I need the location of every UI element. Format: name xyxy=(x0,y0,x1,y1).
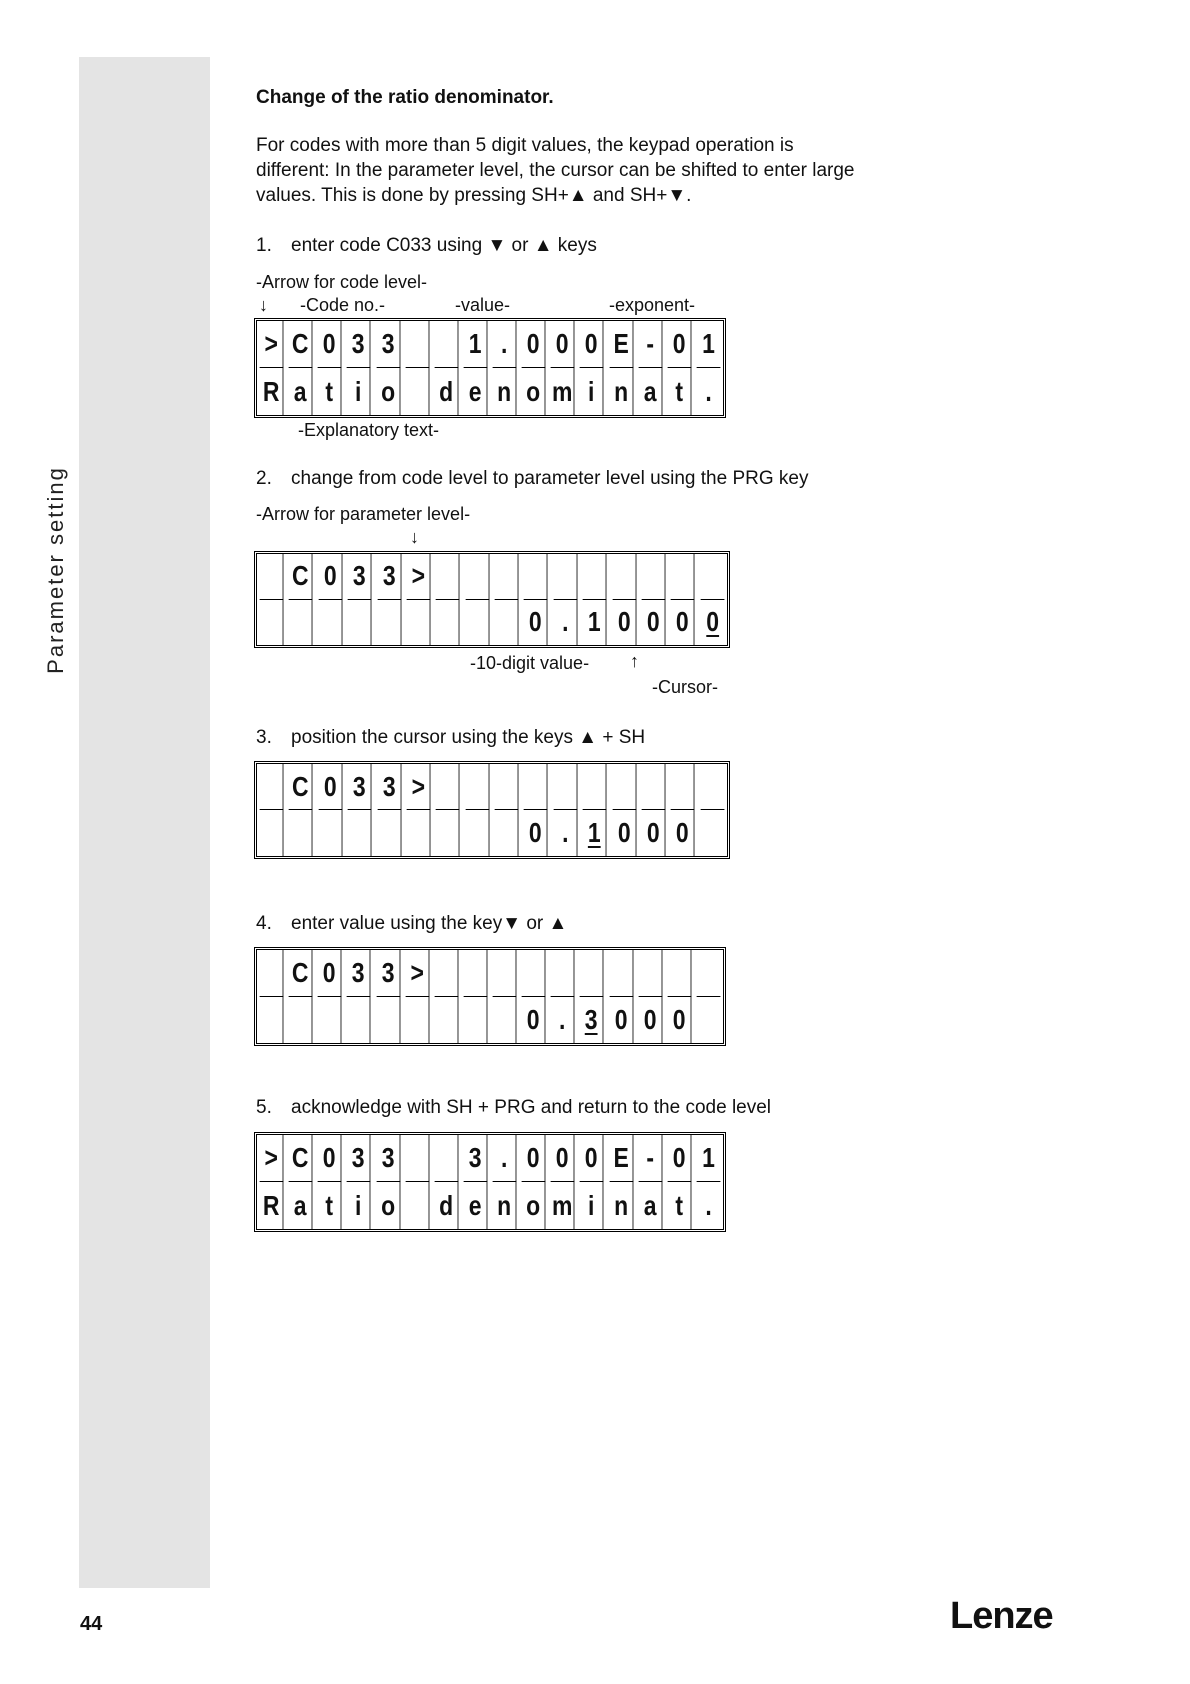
display-cell xyxy=(465,554,489,600)
display-cell xyxy=(347,997,371,1044)
down-arrow-icon: ↓ xyxy=(410,527,419,547)
display-cell xyxy=(553,554,577,600)
display-cell: > xyxy=(407,554,431,600)
display-cell: 0 xyxy=(522,997,546,1044)
display-cell xyxy=(696,950,720,997)
keypad-display-5 xyxy=(254,1132,726,1232)
display-cell: 0 xyxy=(667,997,691,1044)
keypad-display-4 xyxy=(254,947,726,1046)
label-code-no: -Code no.- xyxy=(300,295,386,315)
down-arrow-icon: ↓ xyxy=(259,295,268,315)
display-cell xyxy=(696,997,720,1044)
display-cell xyxy=(700,554,724,600)
display-cell: . xyxy=(705,1189,712,1221)
display-cell: 1 xyxy=(696,1135,720,1182)
display-cell xyxy=(318,810,342,856)
display-cell xyxy=(642,554,666,600)
display-cell: 0 xyxy=(705,606,719,638)
step-5-number: 5. xyxy=(256,1097,272,1118)
display-cell xyxy=(405,1182,429,1229)
label-arrow-code-level: -Arrow for code level- xyxy=(256,272,428,292)
display-cell: E xyxy=(609,321,633,368)
display-cell: 0 xyxy=(522,1135,546,1182)
step-4-text: enter value using the key▼ or ▲ xyxy=(291,913,568,934)
display-cell: t xyxy=(667,368,691,415)
display-cell xyxy=(405,997,429,1044)
display-cell: 0 xyxy=(638,997,662,1044)
display-cell xyxy=(260,600,284,646)
label-explanatory-text: -Explanatory text- xyxy=(298,420,440,440)
display-cell: C xyxy=(289,950,313,997)
display-cell xyxy=(405,368,429,415)
display-cell xyxy=(638,950,662,997)
display-cell xyxy=(522,950,546,997)
display-cell: C xyxy=(289,764,313,810)
display-cell xyxy=(348,600,372,646)
keypad-display-1 xyxy=(254,318,726,418)
display-cell xyxy=(583,764,607,810)
display-cell: 0 xyxy=(612,600,636,646)
page-number: 44 xyxy=(80,1613,103,1635)
up-arrow-icon: ↑ xyxy=(630,651,639,671)
display-cell: - xyxy=(638,321,662,368)
step-2-number: 2. xyxy=(256,468,272,489)
display-cell: . xyxy=(493,321,517,368)
step-3-text: position the cursor using the keys ▲ + SH xyxy=(291,727,646,748)
display-cell: 3 xyxy=(347,321,371,368)
display-cell xyxy=(434,321,458,368)
display-cell: 1 xyxy=(583,810,607,856)
display-cell: 0 xyxy=(524,600,548,646)
display-cell: d xyxy=(434,1182,458,1229)
display-cell xyxy=(376,997,400,1044)
display-cell xyxy=(524,764,548,810)
display-cell: 0 xyxy=(524,810,548,856)
label-cursor: -Cursor- xyxy=(652,677,718,697)
display-cell: C xyxy=(289,554,313,600)
display-cell: 0 xyxy=(551,321,575,368)
display-cell xyxy=(465,810,489,856)
display-cell: 0 xyxy=(318,321,342,368)
display-cell xyxy=(377,810,401,856)
display-cell xyxy=(580,950,604,997)
display-cell: m xyxy=(551,368,575,415)
display-cell xyxy=(348,810,372,856)
display-cell: 1 xyxy=(696,321,720,368)
display-cell: t xyxy=(318,368,342,415)
display-cell: 0 xyxy=(580,1135,604,1182)
step-1-number: 1. xyxy=(256,235,272,256)
display-cell xyxy=(465,764,489,810)
display-cell xyxy=(551,950,575,997)
display-cell xyxy=(436,600,460,646)
display-cell: 0 xyxy=(671,600,695,646)
display-cell: 0 xyxy=(318,764,342,810)
display-cell: a xyxy=(638,368,662,415)
display-cell: i xyxy=(580,1182,604,1229)
display-cell xyxy=(463,950,487,997)
display-cell: . xyxy=(553,600,577,646)
display-cell: 3 xyxy=(376,1135,400,1182)
display-cell xyxy=(671,764,695,810)
display-cell xyxy=(495,600,519,646)
display-cell xyxy=(260,997,284,1044)
display-cell: C xyxy=(289,1135,313,1182)
display-cell xyxy=(465,600,489,646)
display-cell: n xyxy=(609,368,633,415)
display-cell xyxy=(377,600,401,646)
display-cell xyxy=(495,764,519,810)
display-cell xyxy=(667,950,691,997)
display-cell: 3 xyxy=(376,321,400,368)
step-3-number: 3. xyxy=(256,727,272,748)
label-exponent: -exponent- xyxy=(609,295,696,315)
display-cell: m xyxy=(551,1182,575,1229)
display-cell xyxy=(671,554,695,600)
display-cell xyxy=(407,600,431,646)
display-cell xyxy=(405,321,429,368)
display-cell xyxy=(642,764,666,810)
display-cell xyxy=(289,810,313,856)
display-cell xyxy=(434,950,458,997)
keypad-display-3 xyxy=(254,761,730,859)
display-cell xyxy=(260,764,284,810)
page-heading: Change of the ratio denominator. xyxy=(256,87,554,108)
display-cell: n xyxy=(609,1182,633,1229)
display-cell: 3 xyxy=(348,764,372,810)
display-cell: 0 xyxy=(667,321,691,368)
display-cell: o xyxy=(522,1182,546,1229)
display-cell: 3 xyxy=(580,997,604,1044)
display-cell: 3 xyxy=(377,554,401,600)
display-cell xyxy=(495,554,519,600)
display-cell xyxy=(612,554,636,600)
display-cell: C xyxy=(289,321,313,368)
display-cell xyxy=(700,810,724,856)
display-cell xyxy=(436,554,460,600)
display-cell: e xyxy=(463,1182,487,1229)
display-cell xyxy=(289,997,313,1044)
display-cell xyxy=(405,1135,429,1182)
display-cell xyxy=(260,810,284,856)
display-cell: > xyxy=(407,764,431,810)
display-cell: 3 xyxy=(463,1135,487,1182)
step-4-number: 4. xyxy=(256,913,272,934)
display-cell xyxy=(434,997,458,1044)
display-cell: a xyxy=(289,368,313,415)
display-cell: 0 xyxy=(551,1135,575,1182)
display-cell: 0 xyxy=(612,810,636,856)
display-cell xyxy=(553,764,577,810)
display-cell xyxy=(609,950,633,997)
display-cell xyxy=(493,950,517,997)
display-cell: 0 xyxy=(671,810,695,856)
display-cell: o xyxy=(376,368,400,415)
display-cell: t xyxy=(667,1182,691,1229)
display-cell xyxy=(495,810,519,856)
display-cell: 0 xyxy=(318,950,342,997)
display-cell: 0 xyxy=(522,321,546,368)
display-cell xyxy=(463,997,487,1044)
display-cell: a xyxy=(289,1182,313,1229)
display-cell: . xyxy=(553,810,577,856)
display-cell: e xyxy=(463,368,487,415)
display-cell: . xyxy=(705,375,712,407)
display-cell xyxy=(612,764,636,810)
display-cell xyxy=(318,600,342,646)
display-cell: i xyxy=(580,368,604,415)
display-cell xyxy=(524,554,548,600)
intro-paragraph: For codes with more than 5 digit values, the keypad operation is different: In the parameter level, the cursor can be shifted to enter large values. This is done by pressing SH+▲ and SH+▼. xyxy=(256,135,855,206)
display-cell: 0 xyxy=(318,1135,342,1182)
display-cell xyxy=(700,764,724,810)
display-cell: R xyxy=(260,1182,284,1229)
label-10-digit-value: -10-digit value- xyxy=(470,653,590,673)
display-cell: R xyxy=(260,368,284,415)
display-cell: a xyxy=(638,1182,662,1229)
display-cell: 0 xyxy=(580,321,604,368)
display-cell: 0 xyxy=(609,997,633,1044)
display-cell: t xyxy=(318,1182,342,1229)
display-cell: 0 xyxy=(642,600,666,646)
display-cell xyxy=(289,600,313,646)
display-cell: 0 xyxy=(642,810,666,856)
display-cell: 3 xyxy=(376,950,400,997)
sidebar xyxy=(79,57,210,1588)
display-cell: o xyxy=(376,1182,400,1229)
display-cell: n xyxy=(493,1182,517,1229)
display-cell: > xyxy=(405,950,429,997)
display-cell: - xyxy=(638,1135,662,1182)
display-cell xyxy=(407,810,431,856)
step-1-text: enter code C033 using ▼ or ▲ keys xyxy=(291,235,597,256)
display-cell xyxy=(436,764,460,810)
label-arrow-parameter-level: -Arrow for parameter level- xyxy=(256,504,471,524)
step-5-text: acknowledge with SH + PRG and return to the code level xyxy=(291,1097,772,1118)
display-cell: d xyxy=(434,368,458,415)
label-value: -value- xyxy=(455,295,511,315)
display-cell xyxy=(318,997,342,1044)
display-cell: 0 xyxy=(318,554,342,600)
display-cell: 0 xyxy=(667,1135,691,1182)
sidebar-label: Parameter setting xyxy=(43,466,68,674)
display-cell: 3 xyxy=(377,764,401,810)
display-cell xyxy=(260,950,284,997)
lenze-logo: Lenze xyxy=(950,1595,1053,1637)
display-cell: i xyxy=(347,1182,371,1229)
keypad-display-2 xyxy=(254,551,730,648)
display-cell: > xyxy=(260,321,284,368)
display-cell xyxy=(583,554,607,600)
display-cell xyxy=(436,810,460,856)
display-cell: 3 xyxy=(347,1135,371,1182)
display-cell xyxy=(434,1135,458,1182)
display-cell: E xyxy=(609,1135,633,1182)
display-cell: 3 xyxy=(348,554,372,600)
display-cell: 1 xyxy=(463,321,487,368)
display-cell: i xyxy=(347,368,371,415)
display-cell xyxy=(260,554,284,600)
display-cell: n xyxy=(493,368,517,415)
display-cell: 1 xyxy=(583,600,607,646)
display-cell xyxy=(493,997,517,1044)
display-cell: o xyxy=(522,368,546,415)
display-cell: . xyxy=(551,997,575,1044)
display-cell: . xyxy=(493,1135,517,1182)
display-cell: > xyxy=(260,1135,284,1182)
display-cell: 3 xyxy=(347,950,371,997)
step-2-text: change from code level to parameter level using the PRG key xyxy=(291,468,809,489)
